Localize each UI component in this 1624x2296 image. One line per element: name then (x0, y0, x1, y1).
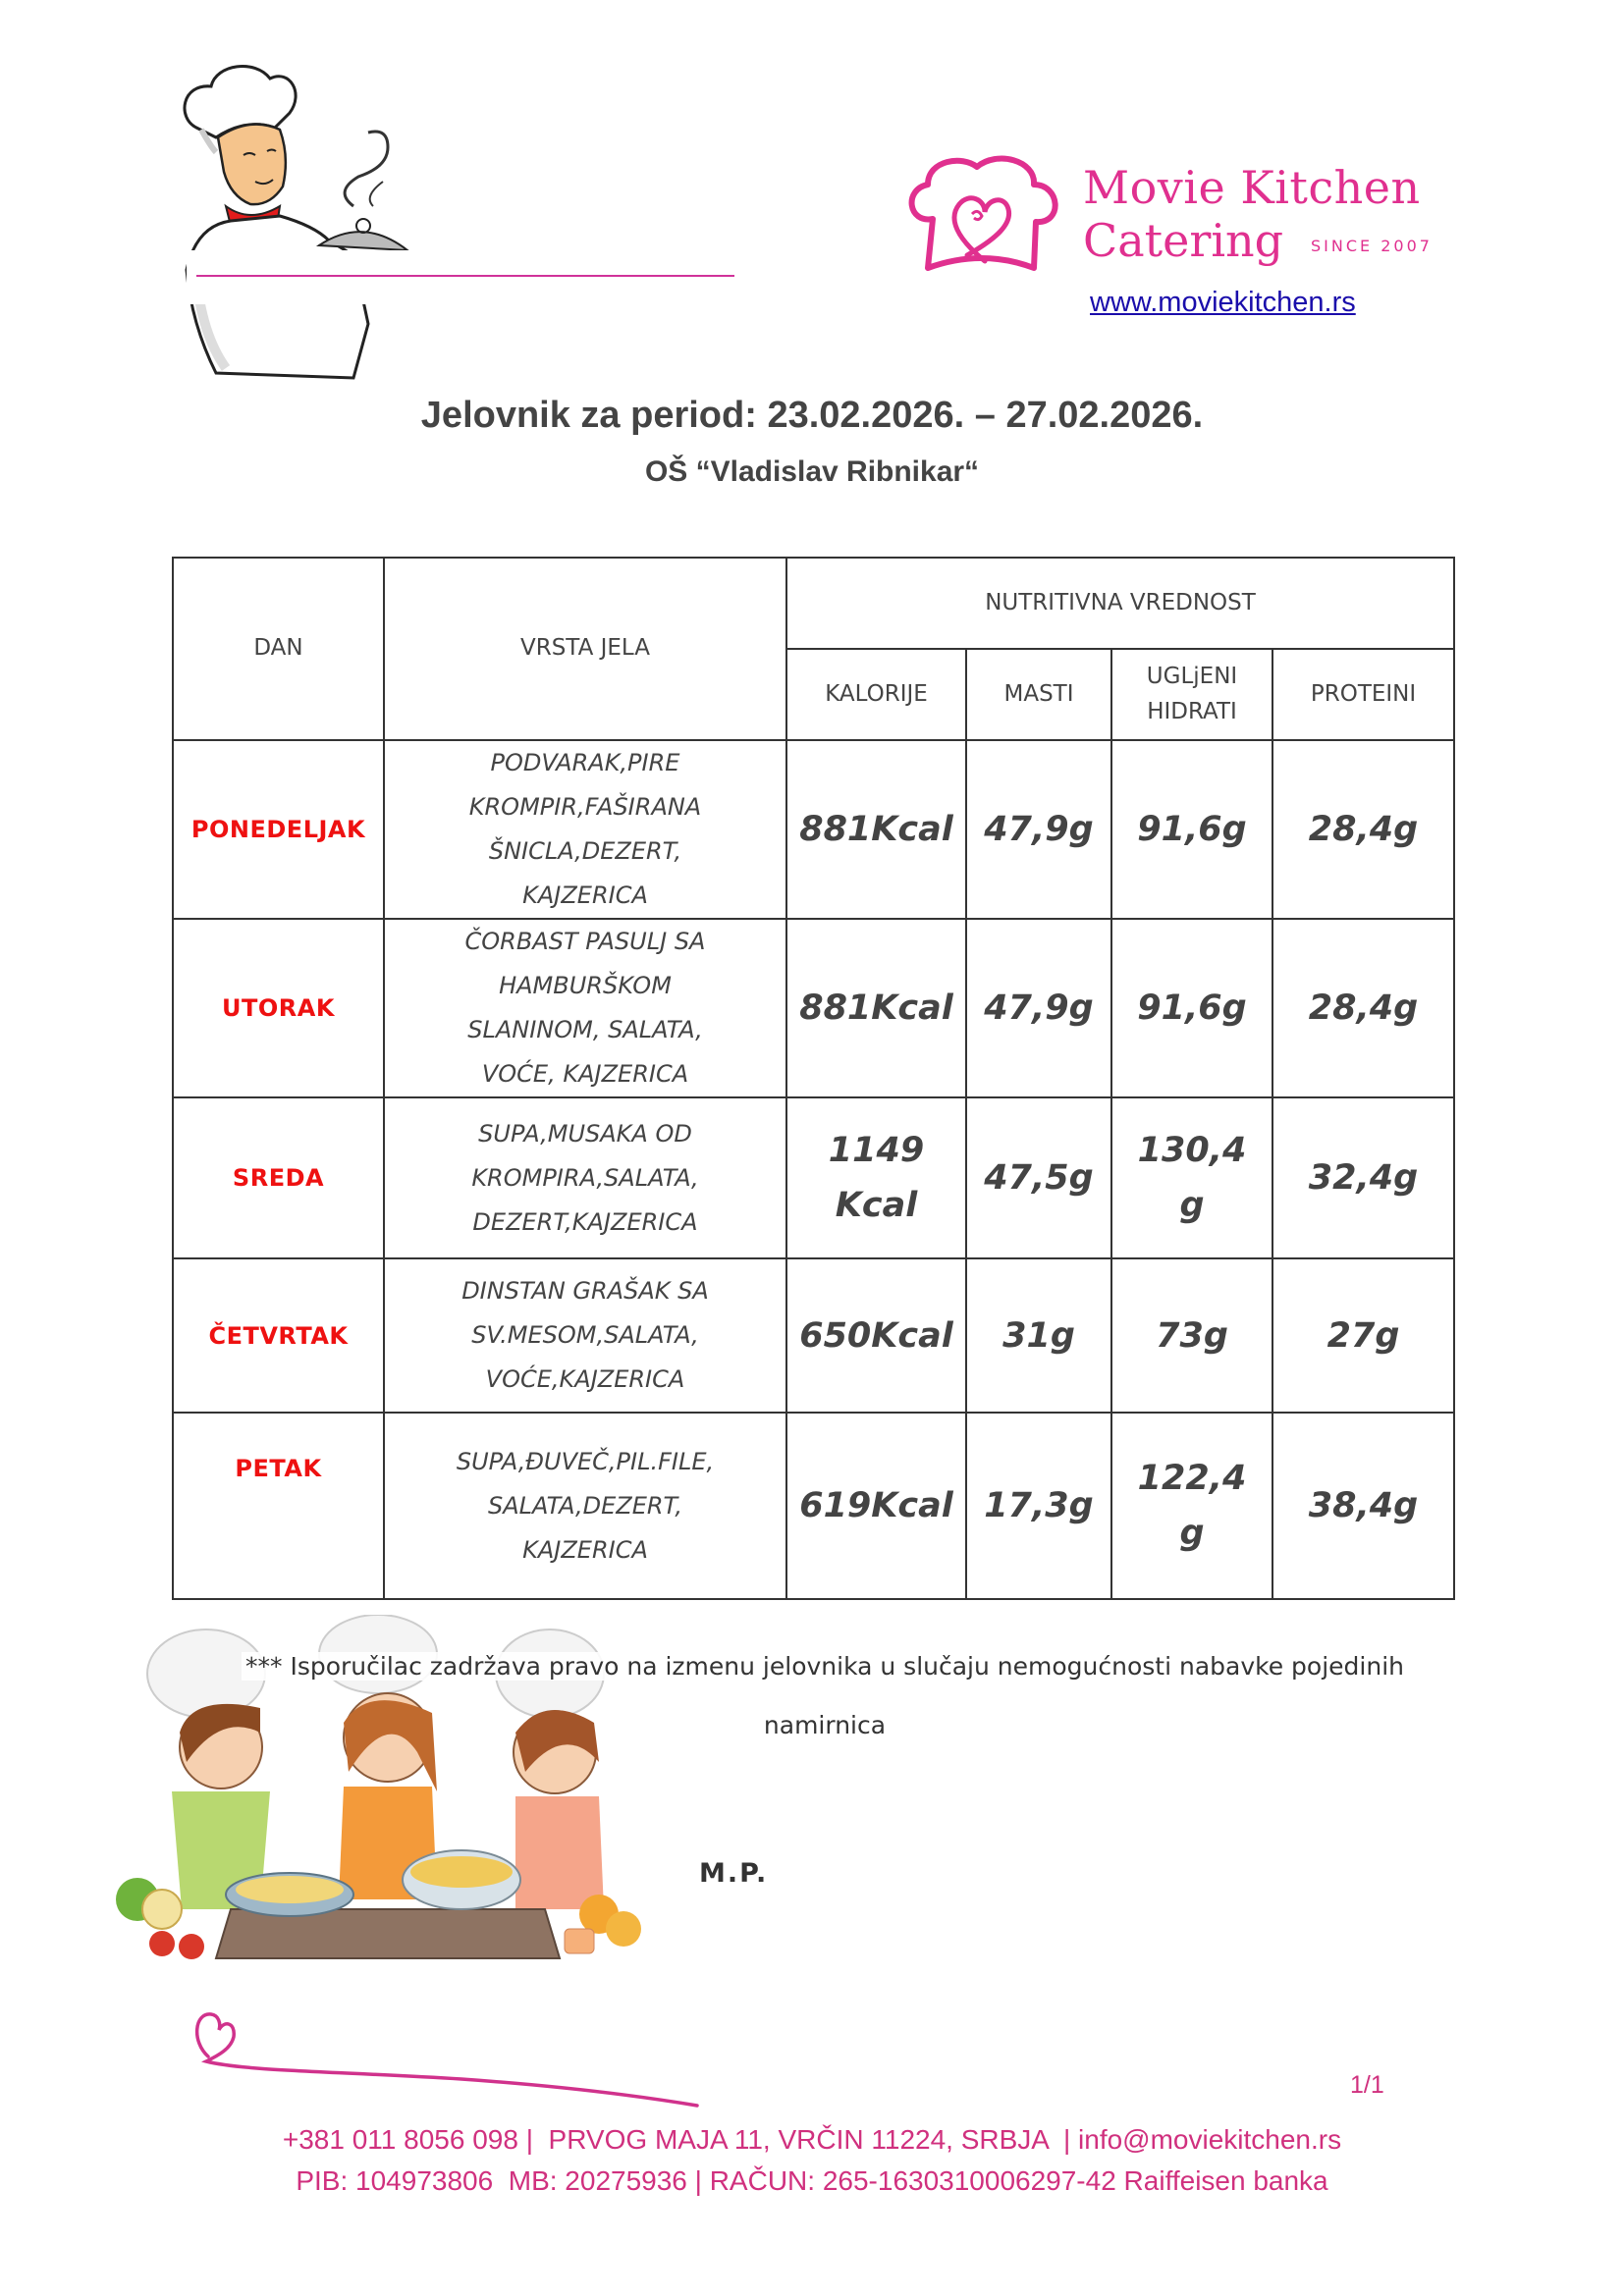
carbs-cell: 73g (1111, 1258, 1272, 1413)
page-title: Jelovnik za period: 23.02.2026. – 27.02.2026. (420, 395, 1204, 436)
brand-subtitle: Catering (1083, 214, 1284, 267)
heart-swoosh-icon (187, 2002, 717, 2110)
table-row (173, 740, 1454, 919)
brand-name: Movie Kitchen (1083, 161, 1421, 214)
calories-cell (786, 1097, 966, 1258)
carbs-line1: 130,4 (1137, 1131, 1247, 1170)
protein-cell: 28,4g (1272, 740, 1454, 919)
meal-line: SUPA,ĐUVEČ,PIL.FILE, (456, 1447, 715, 1475)
carbs-cell: 91,6g (1111, 919, 1272, 1097)
meal-line: KROMPIR,FAŠIRANA (468, 793, 702, 821)
carbs-cell (1111, 1097, 1272, 1258)
meal-line: SLANINOM, SALATA, (467, 1016, 703, 1043)
calories-cell: 619Kcal (786, 1413, 966, 1599)
day-cell: PONEDELJAK (173, 740, 384, 919)
fat-cell: 17,3g (966, 1413, 1111, 1599)
meal-cell (384, 1413, 786, 1599)
carbs-header-line1: UGLjENI (1146, 663, 1238, 689)
carbs-line1: 122,4 (1137, 1459, 1247, 1498)
column-header-day: DAN (173, 558, 384, 740)
calories-cell: 650Kcal (786, 1258, 966, 1413)
meal-line: KROMPIRA,SALATA, (471, 1163, 699, 1192)
day-cell: PETAK (173, 1413, 384, 1599)
protein-cell: 38,4g (1272, 1413, 1454, 1599)
carbs-line2: g (1179, 1514, 1205, 1553)
footer-contact: +381 011 8056 098 | PRVOG MAJA 11, VRČIN 11224, SRBJA | info@moviekitchen.rs (282, 2124, 1342, 2155)
table-row (173, 1413, 1454, 1599)
meal-line: VOĆE, KAJZERICA (481, 1060, 689, 1088)
meal-cell (384, 740, 786, 919)
calories-line2: Kcal (835, 1186, 918, 1225)
column-header-protein: PROTEINI (1272, 649, 1454, 740)
column-header-carbs (1111, 649, 1272, 740)
table-row (173, 1258, 1454, 1413)
meal-line: HAMBURŠKOM (499, 972, 672, 999)
meal-line: KAJZERICA (522, 881, 648, 909)
fat-cell: 47,9g (966, 919, 1111, 1097)
carbs-cell: 91,6g (1111, 740, 1272, 919)
header-divider (196, 275, 734, 277)
table-row (173, 919, 1454, 1097)
stamp-placeholder: M.P. (699, 1858, 769, 1889)
website-link[interactable]: www.moviekitchen.rs (1090, 287, 1356, 318)
protein-cell: 28,4g (1272, 919, 1454, 1097)
meal-line: VOĆE,KAJZERICA (485, 1365, 685, 1393)
footer-bank-details: PIB: 104973806 MB: 20275936 | RAČUN: 265-1630310006297-42 Raiffeisen banka (296, 2165, 1328, 2196)
table-row (173, 1097, 1454, 1258)
protein-cell: 32,4g (1272, 1097, 1454, 1258)
column-header-meal: VRSTA JELA (384, 558, 786, 740)
meal-line: SUPA,MUSAKA OD (478, 1119, 692, 1148)
meal-line: KAJZERICA (522, 1535, 648, 1564)
day-cell: ČETVRTAK (173, 1258, 384, 1413)
meal-line: SV.MESOM,SALATA, (471, 1321, 699, 1349)
meal-cell (384, 1258, 786, 1413)
meal-cell (384, 919, 786, 1097)
day-cell: SREDA (173, 1097, 384, 1258)
calories-cell: 881Kcal (786, 740, 966, 919)
disclaimer-line2: namirnica (763, 1711, 887, 1739)
protein-cell: 27g (1272, 1258, 1454, 1413)
carbs-header-line2: HIDRATI (1147, 698, 1237, 724)
meal-line: SALATA,DEZERT, (487, 1491, 682, 1520)
column-header-nutrition: NUTRITIVNA VREDNOST (786, 558, 1454, 649)
column-header-calories: KALORIJE (786, 649, 966, 740)
brand-since: SINCE 2007 (1311, 237, 1433, 255)
meal-line: DEZERT,KAJZERICA (472, 1207, 698, 1236)
meal-line: PODVARAK,PIRE (490, 749, 680, 776)
meal-cell (384, 1097, 786, 1258)
fat-cell: 47,9g (966, 740, 1111, 919)
chef-illustration (157, 59, 452, 383)
carbs-line2: g (1179, 1186, 1205, 1225)
fat-cell: 31g (966, 1258, 1111, 1413)
menu-table (172, 557, 1455, 1600)
meal-line: DINSTAN GRAŠAK SA (461, 1277, 709, 1305)
calories-cell: 881Kcal (786, 919, 966, 1097)
school-name: OŠ “Vladislav Ribnikar“ (644, 455, 980, 488)
meal-line: ŠNICLA,DEZERT, (488, 837, 682, 865)
day-cell: UTORAK (173, 919, 384, 1097)
meal-line: ČORBAST PASULJ SA (464, 928, 706, 955)
fat-cell: 47,5g (966, 1097, 1111, 1258)
disclaimer-note (187, 1637, 1463, 1755)
page-number: 1/1 (1350, 2071, 1384, 2099)
calories-line1: 1149 (828, 1131, 925, 1170)
disclaimer-line1: *** Isporučilac zadržava pravo na izmenu jelovnika u slučaju nemogućnosti nabavke pojedinih (242, 1652, 1408, 1681)
column-header-fat: MASTI (966, 649, 1111, 740)
chef-hat-logo-icon (898, 145, 1070, 283)
carbs-cell (1111, 1413, 1272, 1599)
